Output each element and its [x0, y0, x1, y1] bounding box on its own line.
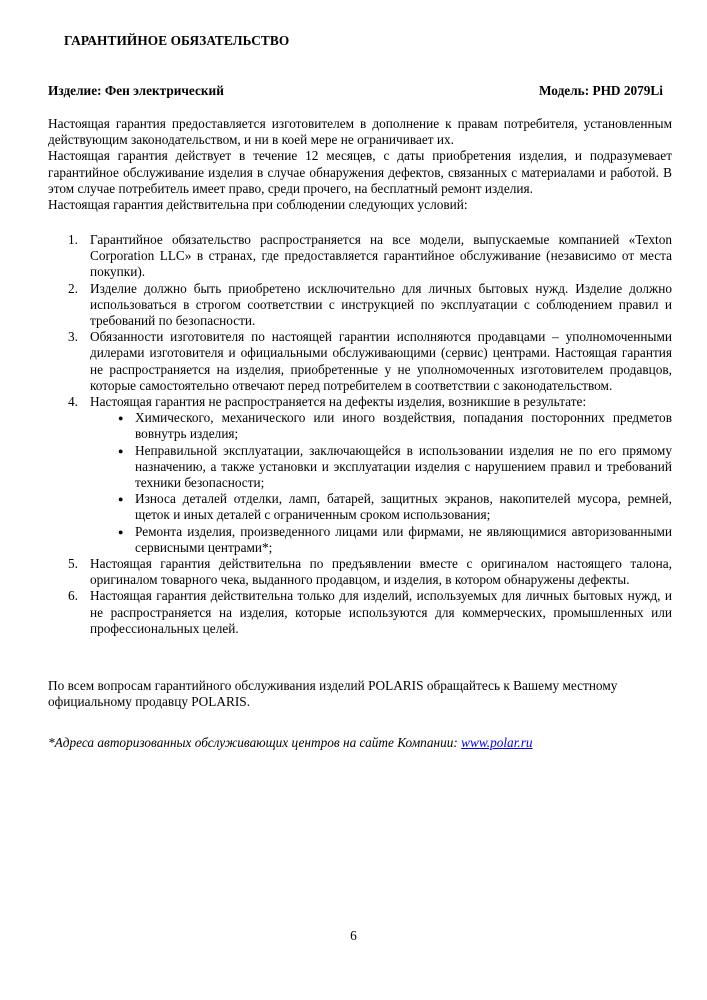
bullet-icon: ●	[118, 445, 124, 456]
condition-item	[48, 556, 672, 588]
exclusion-item	[118, 410, 672, 442]
conditions-list	[48, 232, 672, 637]
intro-section	[48, 116, 672, 213]
exclusion-item	[118, 443, 672, 492]
exclusion-text: Износа деталей отделки, ламп, батарей, защитных экранов, накопителей мусора, ремней, щеток и иных деталей с ограниченным сроком использования;	[135, 491, 672, 523]
service-centers-note	[48, 735, 672, 751]
exclusions-list	[90, 410, 672, 556]
page-number: 6	[350, 928, 357, 943]
note-text: *Адреса авторизованных обслуживающих центров на сайте Компании:	[48, 735, 462, 750]
condition-text: Изделие должно быть приобретено исключительно для личных бытовых нужд. Изделие должно использоваться в строгом соответствии с инструкцией по эксплуатации с соблюдением правил и требований по безопасности.	[90, 280, 672, 329]
product-model: Модель: PHD 2079Li	[538, 83, 663, 98]
condition-item	[48, 394, 672, 556]
condition-number: 4.	[68, 394, 78, 410]
condition-text: Настоящая гарантия действительна по предъявлении вместе с оригиналом настоящего талона, оригиналом товарного чека, выданного продавцом, и изделия, в котором обнаружены дефекты.	[90, 556, 672, 588]
intro-paragraph: Настоящая гарантия действительна при соблюдении следующих условий:	[48, 197, 468, 213]
condition-item	[48, 281, 672, 330]
condition-number: 6.	[68, 588, 78, 604]
intro-paragraph: Настоящая гарантия действует в течение 12 месяцев, с даты приобретения изделия, и подразумевает гарантийное обслуживание изделия в случае обнаружения дефектов, связанных с материалами и работой. В этом случае потребитель имеет право, среди прочего, на бесплатный ремонт изделия.	[48, 148, 672, 196]
product-info-row	[48, 83, 663, 99]
exclusion-item	[118, 524, 672, 556]
condition-item	[48, 232, 672, 281]
website-link[interactable]: www.polar.ru	[461, 735, 533, 750]
contact-paragraph: По всем вопросам гарантийного обслуживания изделий POLARIS обращайтесь к Вашему местному официальному продавцу POLARIS.	[48, 678, 618, 710]
condition-number: 3.	[68, 329, 78, 345]
intro-paragraph: Настоящая гарантия предоставляется изготовителем в дополнение к правам потребителя, установленным действующим законодательством, и ни в коей мере не ограничивает их.	[48, 116, 672, 148]
product-name: Изделие: Фен электрический	[48, 83, 224, 98]
condition-text: Обязанности изготовителя по настоящей гарантии исполняются продавцами – уполномоченными дилерами изготовителя и официальными обслуживающими (сервис) центрами. Настоящая гарантия не распространяется на изделия, приобретенные у не уполномоченных изготовителем продавцов, которые самостоятельно отвечают перед потребителем в соответствии с законодательством.	[90, 329, 672, 393]
exclusion-text: Ремонта изделия, произведенного лицами или фирмами, не являющимися авторизованными сервисными центрами*;	[135, 523, 672, 555]
condition-text: Гарантийное обязательство распространяется на все модели, выпускаемые компанией «Texton Corporation LLC» в странах, где предоставляется гарантийное обслуживание (независимо от места покупки).	[90, 232, 672, 280]
condition-item	[48, 329, 672, 394]
exclusion-text: Химического, механического или иного воздействия, попадания посторонних предметов вовнутрь изделия;	[135, 410, 672, 442]
exclusion-text: Неправильной эксплуатации, заключающейся в использовании изделия не по его прямому назначению, а также установки и эксплуатации изделия с нарушением правил и требований техники безопасности;	[135, 442, 672, 491]
page-title: ГАРАНТИЙНОЕ ОБЯЗАТЕЛЬСТВО	[64, 33, 290, 48]
condition-item	[48, 588, 672, 637]
condition-number: 1.	[68, 232, 78, 247]
condition-text: Настоящая гарантия не распространяется на дефекты изделия, возникшие в результате:	[90, 394, 587, 410]
exclusion-item	[118, 491, 672, 523]
bullet-icon: ●	[118, 526, 124, 537]
condition-number: 5.	[68, 556, 78, 572]
condition-number: 2.	[68, 280, 78, 296]
condition-text: Настоящая гарантия действительна только для изделий, используемых для личных бытовых нужд, и не распространяется на изделия, которые используются для коммерческих, промышленных или профессиональных целей.	[90, 588, 672, 636]
bullet-icon: ●	[118, 413, 124, 424]
bullet-icon: ●	[118, 494, 124, 505]
